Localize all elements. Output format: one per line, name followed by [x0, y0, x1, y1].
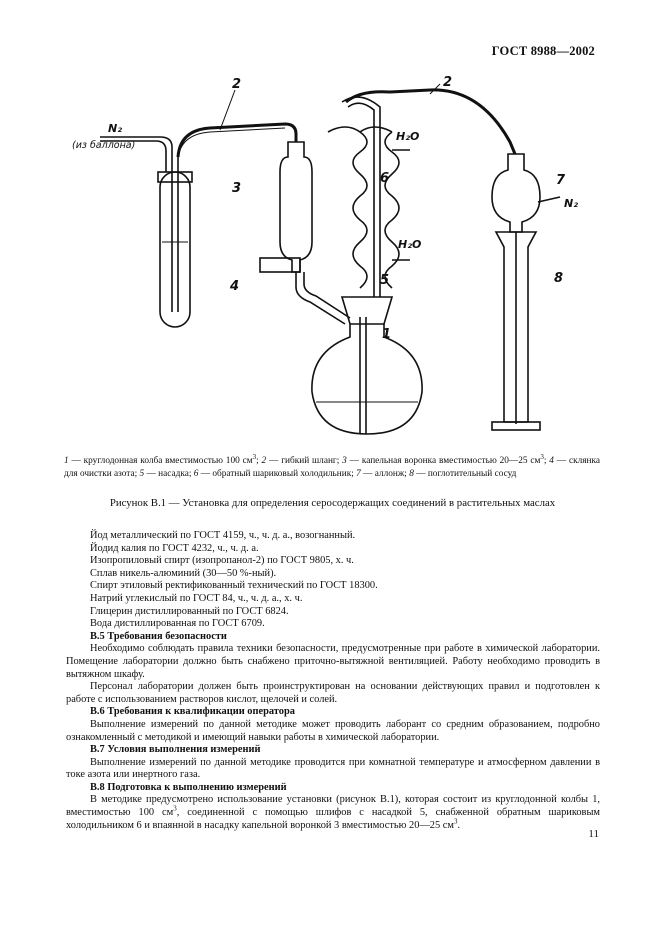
- figure-legend: 1 — круглодонная колба вместимостью 100 $см^3$; 2 — гибкий шланг; 3 — капельная воронка вместимостью 20—25 $см^3$; 4 — склянка для очистки азота; 5 — насадка; 6 — обратный шариковый холодильник; 7 — аллонж; 8 — поглотительный сосуд: [64, 452, 600, 479]
- section-heading-b6: В.6 Требования к квалификации оператора: [90, 706, 295, 718]
- label-6: 6: [380, 171, 390, 186]
- reagent-line: Сплав никель-алюминий (30—50 %-ный).: [90, 567, 277, 579]
- section-heading-b7: В.7 Условия выполнения измерений: [90, 744, 261, 756]
- label-2-right: 2: [443, 75, 453, 90]
- reagent-line: Глицерин дистиллированный по ГОСТ 6824.: [90, 605, 289, 617]
- label-1: 1: [382, 327, 392, 342]
- section-heading-b5: В.5 Требования безопасности: [90, 630, 227, 642]
- label-5: 5: [380, 273, 390, 288]
- document-body: [66, 530, 600, 832]
- label-h2o-bottom: H₂O: [398, 238, 422, 251]
- page-number: 11: [588, 828, 599, 840]
- label-8: 8: [554, 271, 564, 286]
- label-n2-outlet: N₂: [564, 197, 579, 210]
- label-7: 7: [556, 173, 566, 188]
- section-paragraph: Персонал лаборатории должен быть проинструктирован на основании действующих правил и подготовлен к работе с использованием растворов кислот, щелочей и солей.: [66, 681, 600, 705]
- reagent-line: Изопропиловый спирт (изопропанол-2) по ГОСТ 9805, х. ч.: [90, 555, 354, 567]
- label-h2o-top: H₂O: [396, 130, 420, 143]
- apparatus-figure: [60, 62, 620, 447]
- section-heading-b8: В.8 Подготовка к выполнению измерений: [90, 781, 287, 793]
- document-standard-header: ГОСТ 8988—2002: [491, 44, 595, 58]
- label-n2-inlet: N₂: [108, 122, 123, 135]
- funnel-stopcock: [260, 258, 300, 272]
- dropping-funnel-3: [280, 142, 312, 272]
- reagent-line: Натрий углекислый по ГОСТ 84, ч., ч. д. а., х. ч.: [90, 592, 303, 604]
- flexible-hose-right: [346, 90, 515, 154]
- reagent-line: Йод металлический по ГОСТ 4159, ч., ч. д. а., возогнанный.: [90, 530, 356, 541]
- section-paragraph: Выполнение измерений по данной методике проводится при комнатной температуре и атмосферном давлении в токе азота или инертного газа.: [66, 756, 600, 781]
- label-3: 3: [232, 181, 242, 196]
- flexible-hose-left: [178, 124, 296, 157]
- wash-bottle-4: [160, 172, 190, 327]
- apparatus-diagram: [60, 62, 620, 447]
- round-flask-1: [312, 324, 422, 434]
- adapter-5: [342, 297, 392, 324]
- label-from-cylinder: (из баллона): [72, 140, 136, 151]
- figure-caption: Рисунок В.1 — Установка для определения серосодержащих соединений в растительных маслах: [109, 497, 556, 509]
- section-paragraph: Выполнение измерений по данной методике может проводить лаборант со средним образованием, подробно ознакомленный с методикой и имеющий навыки работы в химической лаборатории.: [66, 718, 600, 743]
- section-paragraph: Необходимо соблюдать правила техники безопасности, предусмотренные при работе в химической лаборатории. Помещение лаборатории должно быть снабжено приточно-вытяжной вентиляцией. Работу необходимо проводить в вытяжном шкафу.: [66, 643, 600, 680]
- section-paragraph: В методике предусмотрено использование установки (рисунок В.1), которая состоит из круглодонной колбы 1, вместимостью 100 $см^3$, соединенной с помощью шлифов с насадкой 5, снабженной обратным шариковым холодильником 6 и впаянной в насадку капельной воронкой 3 вместимостью 20—25 $см^3$.: [66, 794, 601, 831]
- reflux-condenser-6: [328, 127, 367, 288]
- reagent-line: Вода дистиллированная по ГОСТ 6709.: [90, 618, 265, 630]
- inlet-tube: [100, 137, 172, 312]
- label-4: 4: [230, 279, 240, 294]
- reagent-line: Спирт этиловый ректификованный технический по ГОСТ 18300.: [90, 580, 378, 592]
- allonge-7: [492, 154, 540, 232]
- label-2-left: 2: [232, 77, 242, 92]
- reagent-line: Йодид калия по ГОСТ 4232, ч., ч. д. а.: [90, 542, 259, 554]
